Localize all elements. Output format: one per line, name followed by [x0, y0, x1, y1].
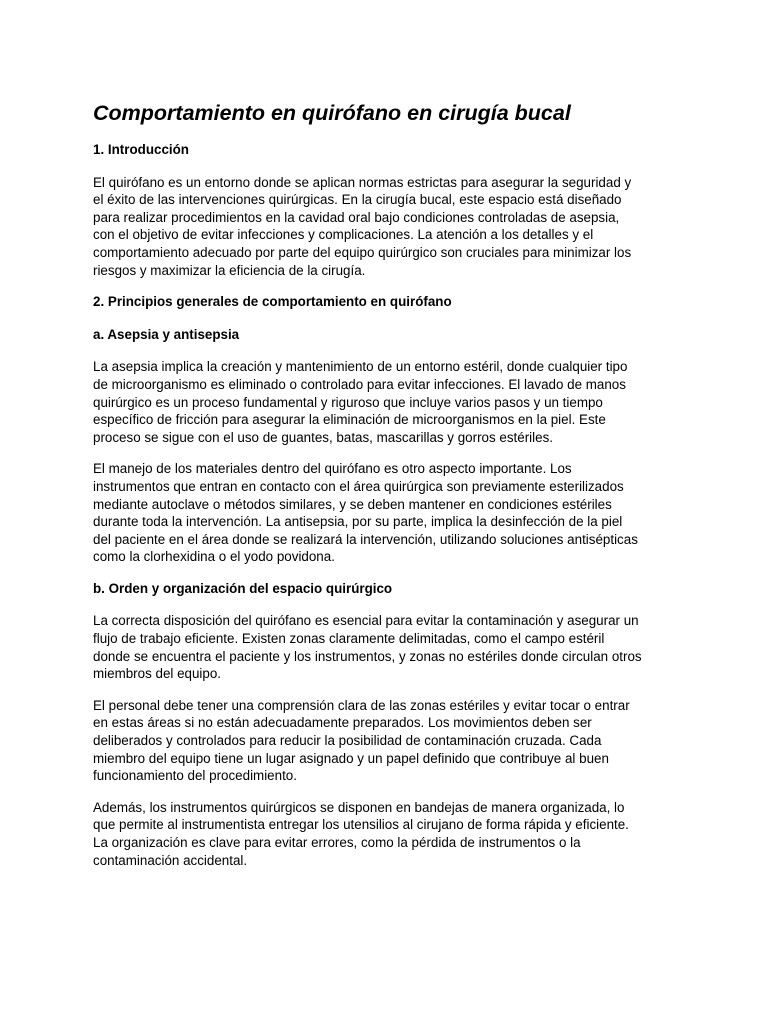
paragraph-line: durante toda la intervención. La antisepsia, por su parte, implica la desinfección de la piel — [93, 514, 623, 530]
paragraph — [93, 697, 676, 785]
paragraph-line: quirúrgico es un proceso fundamental y riguroso que incluye varios pasos y un tiempo — [93, 394, 603, 410]
paragraph-line: El quirófano es un entorno donde se aplican normas estrictas para asegurar la seguridad y — [93, 174, 632, 190]
paragraph-line: proceso se sigue con el uso de guantes, batas, mascarillas y gorros estériles. — [93, 429, 553, 445]
paragraph-line: flujo de trabajo eficiente. Existen zonas claramente delimitadas, como el campo estéril — [93, 631, 605, 647]
document-body — [93, 141, 676, 869]
paragraph-line: de microorganismo es eliminado o controlado para evitar infecciones. El lavado de manos — [93, 376, 626, 392]
paragraph — [93, 612, 676, 682]
paragraph-line: La asepsia implica la creación y mantenimiento de un entorno estéril, donde cualquier tipo — [93, 359, 628, 375]
section-heading: 2. Principios generales de comportamiento en quirófano — [93, 294, 452, 310]
paragraph-line: en estas áreas si no están adecuadamente preparados. Los movimientos deben ser — [93, 715, 592, 731]
paragraph-line: contaminación accidental. — [93, 852, 248, 868]
paragraph-line: comportamiento adecuado por parte del equipo quirúrgico son cruciales para minimizar los — [93, 244, 632, 260]
section-heading: a. Asepsia y antisepsia — [93, 326, 240, 342]
paragraph-line: riesgos y maximizar la eficiencia de la cirugía. — [93, 262, 366, 278]
paragraph-line: La correcta disposición del quirófano es esencial para evitar la contaminación y asegurar un — [93, 613, 639, 629]
paragraph-line: el éxito de las intervenciones quirúrgicas. En la cirugía bucal, este espacio está diseñado — [93, 192, 622, 208]
document-title: Comportamiento en quirófano en cirugía bucal — [93, 101, 571, 125]
paragraph — [93, 460, 676, 566]
paragraph — [93, 358, 676, 446]
paragraph-line: como la clorhexidina o el yodo povidona. — [93, 549, 335, 565]
paragraph-line: donde se encuentra el paciente y los instrumentos, y zonas no estériles donde circulan otros — [93, 648, 642, 664]
paragraph-line: deliberados y controlados para reducir la posibilidad de contaminación cruzada. Cada — [93, 733, 602, 749]
paragraph-line: específico de fricción para asegurar la eliminación de microorganismos en la piel. Este — [93, 412, 606, 428]
paragraph-line: funcionamiento del procedimiento. — [93, 768, 297, 784]
paragraph-line: Además, los instrumentos quirúrgicos se disponen en bandejas de manera organizada, lo — [93, 799, 625, 815]
paragraph-line: El personal debe tener una comprensión clara de las zonas estériles y evitar tocar o entrar — [93, 697, 630, 713]
paragraph-line: del paciente en el área donde se realizará la intervención, utilizando soluciones antisépticas — [93, 531, 638, 547]
paragraph-line: La organización es clave para evitar errores, como la pérdida de instrumentos o la — [93, 835, 581, 850]
paragraph — [93, 799, 676, 869]
paragraph-line: miembro del equipo tiene un lugar asignado y un papel definido que contribuye al buen — [93, 750, 609, 766]
paragraph-line: con el objetivo de evitar infecciones y complicaciones. La atención a los detalles y el — [93, 227, 594, 243]
paragraph-line: mediante autoclave o métodos similares, y se deben mantener en condiciones estériles — [93, 496, 612, 512]
paragraph — [93, 174, 676, 280]
paragraph-line: que permite al instrumentista entregar los utensilios al cirujano de forma rápida y eficiente. — [93, 817, 629, 833]
paragraph-line: miembros del equipo. — [93, 666, 222, 682]
paragraph-line: para realizar procedimientos en la cavidad oral bajo condiciones controladas de asepsia, — [93, 209, 620, 225]
paragraph-line: El manejo de los materiales dentro del quirófano es otro aspecto importante. Los — [93, 461, 572, 477]
section-heading: b. Orden y organización del espacio quirúrgico — [93, 580, 393, 596]
section-heading: 1. Introducción — [93, 142, 189, 157]
paragraph-line: instrumentos que entran en contacto con el área quirúrgica son previamente esterilizados — [93, 478, 624, 494]
